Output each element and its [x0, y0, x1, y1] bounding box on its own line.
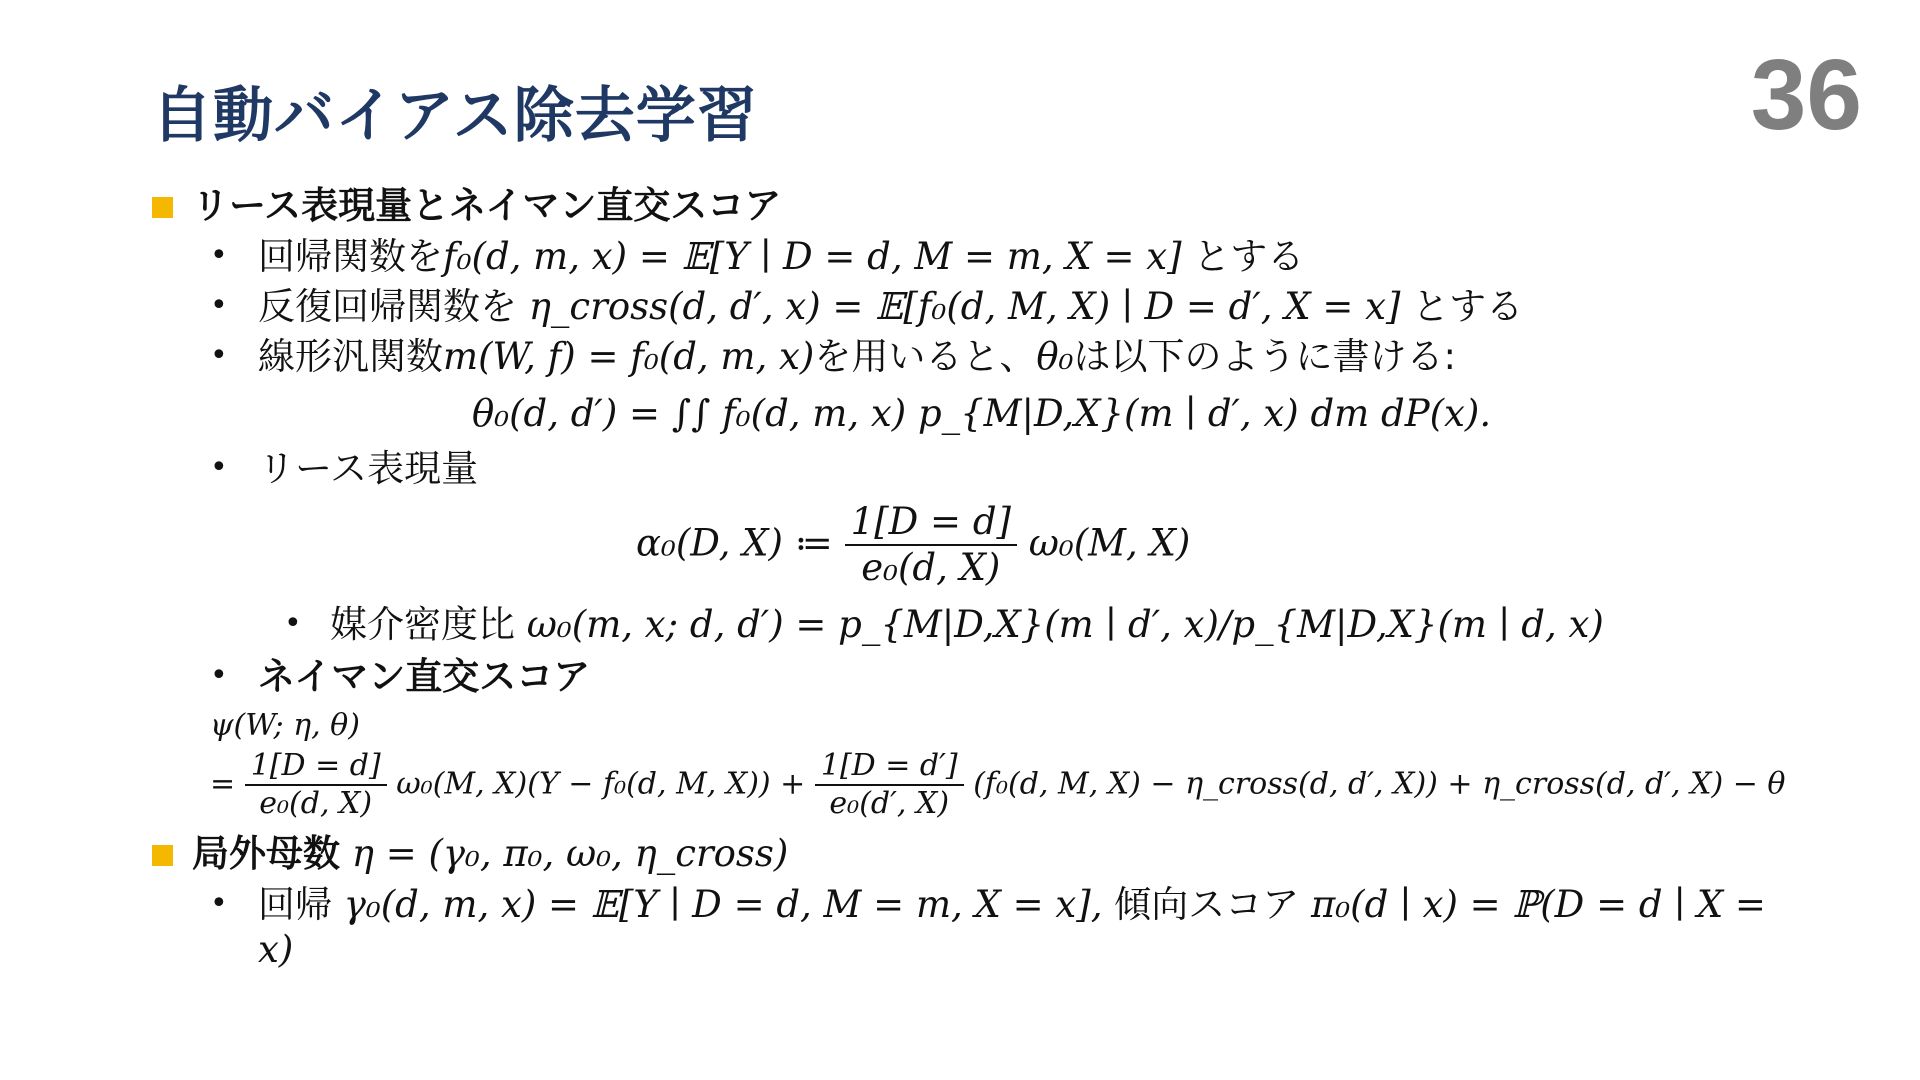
text: とする [1193, 235, 1305, 278]
equation-theta: θ₀(d, d′) = ∫∫ f₀(d, m, x) p_{M|D,X}(m ∣ d′, x) dm dP(x). [472, 392, 1492, 435]
bullet-dot-icon: • [284, 606, 302, 641]
text: 線形汎関数 [258, 335, 443, 378]
fraction-numerator: 1[D = d] [245, 748, 387, 786]
section2-heading [192, 832, 788, 876]
slide-title: 自動バイアス除去学習 [152, 81, 758, 151]
fraction-numerator: 1[D = d] [845, 500, 1017, 546]
text: 回帰 [258, 883, 332, 926]
bullet-dot-icon: • [210, 338, 228, 373]
equation-psi-rhs [210, 748, 1785, 822]
math-gamma0: γ₀(d, m, x) = 𝔼[Y ∣ D = d, M = m, X = x], [343, 883, 1103, 926]
math-omega-def: ω₀(m, x; d, d′) = p_{M|D,X}(m ∣ d′, x)/p_{M|D,X}(m ∣ d, x) [526, 603, 1604, 646]
text: 反復回帰関数を [258, 285, 517, 328]
math-nuisance-tuple: η = (γ₀, π₀, ω₀, η_cross) [351, 832, 789, 875]
equation-alpha [636, 500, 1190, 590]
equation-psi-lhs: ψ(W; η, θ) [210, 708, 360, 743]
bullet-neyman-orthogonal-score: ネイマン直交スコア [258, 655, 591, 698]
text: を用いると、 [814, 335, 1037, 378]
equals-sign: = [210, 766, 236, 802]
bullet-dot-icon: • [210, 886, 228, 921]
math-alpha-lhs: α₀(D, X) ≔ [636, 521, 833, 565]
bullet-dot-icon: • [210, 288, 228, 323]
section1-heading: リース表現量とネイマン直交スコア [192, 184, 782, 227]
bullet-iterated-regression [258, 285, 1523, 329]
bullet-dot-icon: • [210, 658, 228, 693]
subbullet-mediation-density-ratio [330, 603, 1604, 647]
bullet-dot-icon: • [210, 450, 228, 485]
text: 媒介密度比 [330, 603, 515, 646]
math-eta-cross-def: η_cross(d, d′, x) = 𝔼[f₀(d, M, X) ∣ D = d′, X = x] [528, 285, 1401, 328]
fraction-alpha [845, 500, 1017, 590]
bullet-square-icon [152, 197, 173, 218]
text: 傾向スコア [1114, 883, 1300, 926]
bullet-regression-propensity [258, 883, 1766, 927]
page-number: 36 [1750, 39, 1862, 151]
math-psi-mid: ω₀(M, X)(Y − f₀(d, M, X)) + [396, 766, 806, 802]
math-alpha-rhs: ω₀(M, X) [1028, 521, 1191, 565]
fraction-psi-2 [815, 748, 964, 822]
text: は以下のように書ける: [1073, 335, 1456, 378]
bullet-dot-icon: • [210, 238, 228, 273]
bullet-riesz-representer: リース表現量 [258, 447, 479, 490]
math-pi0: π₀(d ∣ x) = ℙ(D = d ∣ X = [1311, 883, 1766, 926]
bullet-regression-function [258, 235, 1304, 279]
fraction-psi-1 [245, 748, 387, 822]
math-m-functional: m(W, f) = f₀(d, m, x) [443, 335, 815, 378]
text: とする [1412, 285, 1524, 328]
fraction-denominator: e₀(d, X) [259, 786, 373, 821]
fraction-numerator: 1[D = d′] [815, 748, 964, 786]
math-f0-def: f₀(d, m, x) = 𝔼[Y ∣ D = d, M = m, X = x] [443, 235, 1182, 278]
fraction-denominator: e₀(d′, X) [829, 786, 950, 821]
fraction-denominator: e₀(d, X) [861, 546, 1001, 589]
bullet-wrap-continuation: x) [258, 928, 294, 971]
math-psi-tail: (f₀(d, M, X) − η_cross(d, d′, X)) + η_cross(d, d′, X) − θ [973, 766, 1786, 802]
math-theta0: θ₀ [1036, 335, 1074, 378]
text: 局外母数 [192, 832, 340, 875]
bullet-square-icon [152, 845, 173, 866]
bullet-linear-functional [258, 335, 1456, 379]
text: 回帰関数を [258, 235, 443, 278]
